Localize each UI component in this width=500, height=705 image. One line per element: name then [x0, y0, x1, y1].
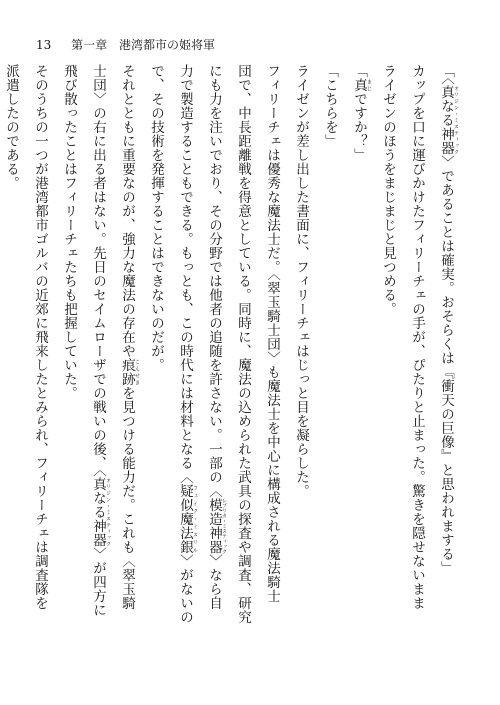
text-line: 飛び散ったことはフィリーチェたちも把握していた。 [61, 64, 77, 400]
text-line: ライゼンが差し出した書面に、フィリーチェはじっと目を凝らした。 [293, 64, 309, 498]
ruby-term: 真 まじ [351, 78, 372, 92]
text-line: 派遣したのである。 [3, 64, 19, 190]
ruby-term: 模造神器 レプリカ・ミスティック [206, 498, 227, 554]
text-line: 「こちらを」 [322, 64, 338, 148]
running-header [36, 38, 215, 52]
text-line: そのうちの一つが港湾都市ゴルバの近郊に飛来したとみられ、フィリーチェは調査隊を [32, 64, 48, 610]
chapter-label: 第一章 [71, 38, 108, 52]
page-number: 13 [36, 38, 52, 52]
vertical-body-text [3, 64, 460, 664]
ruby-term: 真なる神器 オリジン・ミスティック [438, 85, 459, 156]
text-line: にも力を注いでおり、その分野では他者の追随を許さない。一部の〈模造神器 レプリカ・ミスティック〉なら自 [206, 64, 227, 610]
ruby-term: 痕跡 こんせき [119, 358, 140, 386]
text-line: 力で製造することもできる。もっとも、この時代には材料となる〈疑似魔法銀 フェイク・ミスリル〉がないの [177, 64, 198, 624]
ruby-term: 真なる神器 オリジン・ミスティック [90, 477, 111, 548]
text-line: 団で、中長距離戦を得意としている。同時に、魔法の込められた武具の探査や調査、研究 [235, 64, 251, 624]
text-line: 「真 まじですか？」 [351, 64, 372, 162]
text-line: ライゼンのほうをまじまじと見つめる。 [380, 64, 396, 316]
chapter-title: 港湾都市の姫将軍 [118, 38, 215, 52]
text-line: フィリーチェは優秀な魔法士だ。〈翠玉騎士団〉も魔法士を中心に構成される魔法騎士 [264, 64, 280, 604]
text-line: 「〈真なる神器 オリジン・ミスティック〉であることは確実。おそらくは『衝天の巨像』と思われまする」 [438, 64, 459, 576]
ruby-term: 疑似魔法銀 フェイク・ミスリル [177, 484, 198, 554]
text-line: 士団〉の右に出る者はない。先日のセイムローザでの戦いの後、〈真なる神器 オリジン・ミスティック〉が四方に [90, 64, 111, 618]
text-line: で、その技術を発揮することはできないのだが。 [148, 64, 164, 372]
text-line: それとともに重要なのが、強力な魔法の存在や痕跡 こんせきを見つける能力だ。これも〈翠玉騎 [119, 64, 140, 610]
text-line: カップを口に運びかけたフィリーチェの手が、ぴたりと止まった。驚きを隠せないまま [409, 64, 425, 610]
